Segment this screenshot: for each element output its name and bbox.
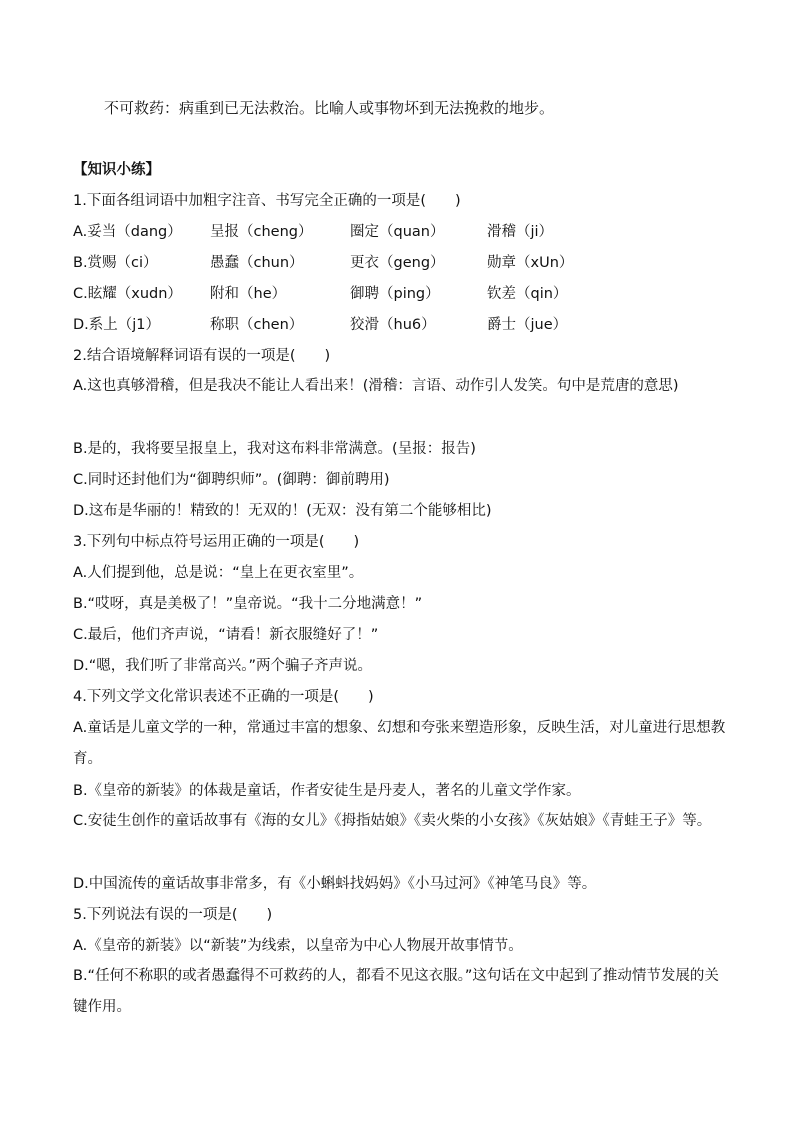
- q2-option-d: D.这布是华丽的！精致的！无双的！(无双：没有第二个能够相比): [73, 503, 492, 519]
- q1-a-1: A.妥当（dang）: [73, 224, 182, 240]
- q5-option-b: B.“任何不称职的或者愚蠢得不可救药的人，都看不见这衣服。”这句话在文中起到了推动情节发展的关键作用。: [73, 968, 719, 1015]
- q1-d-3: 狡滑（hu6）: [350, 317, 436, 333]
- q1-b-2: 愚蠢（chun）: [210, 255, 304, 271]
- q1-d-4: 爵士（jue）: [487, 317, 568, 333]
- q3-stem: 3.下列句中标点符号运用正确的一项是( ): [73, 534, 360, 550]
- q3-option-d: D.“嗯，我们听了非常高兴。”两个骗子齐声说。: [73, 658, 373, 674]
- q1-d-1: D.系上（j1）: [73, 317, 161, 333]
- intro-definition: 不可救药：病重到已无法救治。比喻人或事物坏到无法挽救的地步。: [104, 99, 555, 117]
- q4-option-a: A.童话是儿童文学的一种，常通过丰富的想象、幻想和夸张来塑造形象，反映生活，对儿童进行思想教育。: [73, 720, 726, 767]
- q1-b-4: 勋章（xUn）: [487, 255, 574, 271]
- q1-c-1: C.眩耀（xudn）: [73, 286, 182, 302]
- q1-c-2: 附和（he）: [210, 286, 287, 302]
- q5-stem: 5.下列说法有误的一项是( ): [73, 907, 273, 923]
- q2-option-c: C.同时还封他们为“御聘织师”。(御聘：御前聘用): [73, 472, 390, 488]
- q1-b-1: B.赏赐（ci）: [73, 255, 158, 271]
- q4-option-d: D.中国流传的童话故事非常多，有《小蝌蚪找妈妈》《小马过河》《神笔马良》等。: [73, 876, 597, 892]
- q1-d-2: 称职（chen）: [210, 317, 304, 333]
- q4-option-b: B.《皇帝的新装》的体裁是童话，作者安徒生是丹麦人，著名的儿童文学作家。: [73, 783, 581, 799]
- q4-stem: 4.下列文学文化常识表述不正确的一项是( ): [73, 689, 374, 705]
- q2-option-b: B.是的，我将要呈报皇上，我对这布料非常满意。(呈报：报告): [73, 441, 476, 457]
- q1-a-2: 呈报（cheng）: [210, 224, 313, 240]
- q3-option-b: B.“哎呀，真是美极了！”皇帝说。“我十二分地满意！”: [73, 596, 423, 612]
- q4-option-c: C.安徒生创作的童话故事有《海的女儿》《拇指姑娘》《卖火柴的小女孩》《灰姑娘》《青蛙王子》等。: [73, 813, 712, 829]
- section-heading: 【知识小练】: [73, 162, 160, 178]
- q1-a-3: 圈定（quan）: [350, 224, 445, 240]
- q1-stem: 1.下面各组词语中加粗字注音、书写完全正确的一项是( ): [73, 193, 461, 209]
- q1-c-3: 御聘（ping）: [350, 286, 440, 302]
- q2-option-a: A.这也真够滑稽，但是我决不能让人看出来！(滑稽：言语、动作引人发笑。句中是荒唐的意思): [73, 378, 679, 394]
- q3-option-a: A.人们提到他，总是说：“皇上在更衣室里”。: [73, 565, 364, 581]
- q2-stem: 2.结合语境解释词语有误的一项是( ): [73, 348, 331, 364]
- q1-c-4: 钦差（qin）: [487, 286, 568, 302]
- q3-option-c: C.最后，他们齐声说，“请看！新衣服缝好了！”: [73, 627, 379, 643]
- q5-option-a: A.《皇帝的新装》以“新装”为线索，以皇帝为中心人物展开故事情节。: [73, 938, 523, 954]
- q1-b-3: 更衣（geng）: [350, 255, 445, 271]
- q1-a-4: 滑稽（ji）: [487, 224, 554, 240]
